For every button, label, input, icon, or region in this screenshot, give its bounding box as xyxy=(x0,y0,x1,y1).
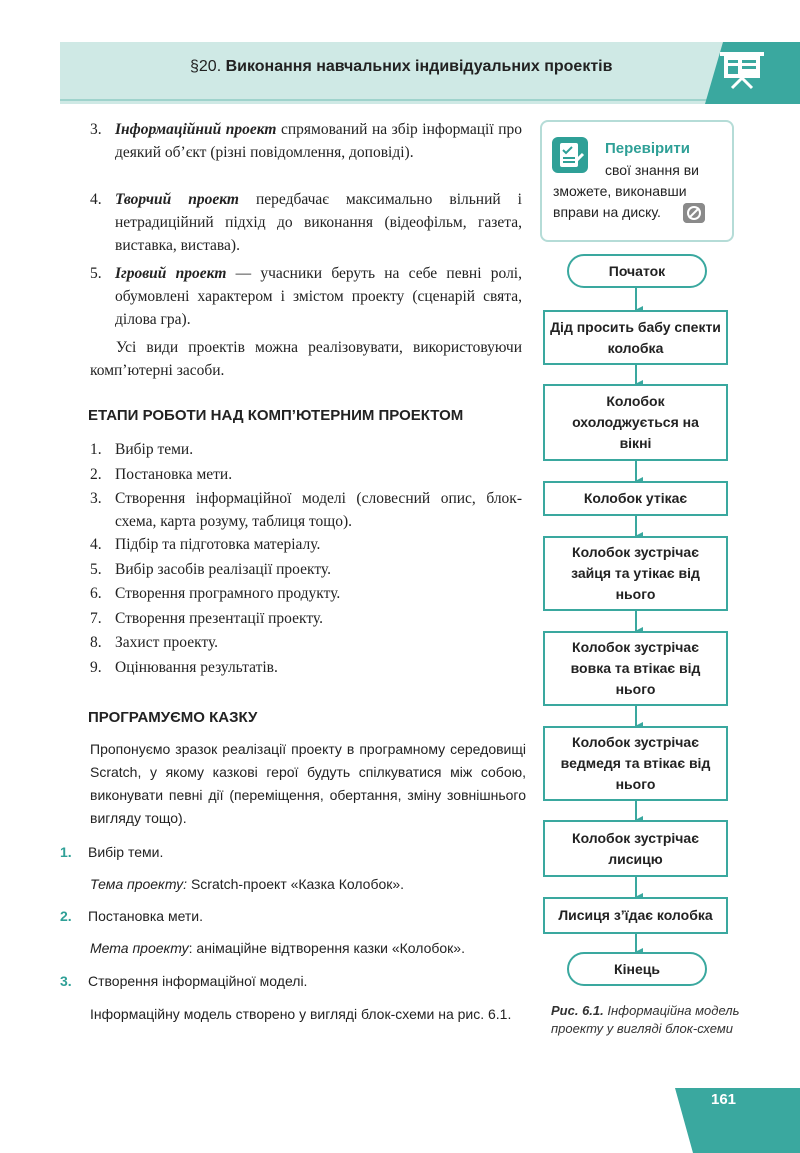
item-term: Ігровий проект xyxy=(115,265,227,282)
check-text-line: свої знання ви xyxy=(605,162,699,178)
item-number: 5. xyxy=(90,265,102,282)
item-text: Створення програмного продукту. xyxy=(115,585,341,602)
caption-label: Рис. 6.1. xyxy=(551,1003,604,1018)
item-text: Постановка мети. xyxy=(115,465,233,483)
item-text: спрямований на збір інформації про деякий об’єкт (різні повідомлення, доповіді). xyxy=(115,121,522,161)
task-number: 3. xyxy=(60,973,72,989)
flowchart-step: Колобок утікає xyxy=(543,481,728,516)
item-text: — учасники беруть на себе певні ролі, обумовлені характером і змістом проекту (сценарій свята, ділова гра). xyxy=(115,265,522,328)
task-title: Створення інформаційної моделі. xyxy=(88,973,308,989)
closing-paragraph: Інформаційну модель створено у вигляді блок-схеми на рис. 6.1. xyxy=(90,1006,512,1022)
item-number: 2. xyxy=(90,465,102,483)
program-paragraph: Пропонуємо зразок реалізації проекту в програмному середовищі Scratch, у якому казкові герої будуть спілкуватися між собою, виконувати певні дії (переміщення, обертання, зміну зовнішнього вигляду тощо). xyxy=(90,741,526,826)
item-text: Підбір та підготовка матеріалу. xyxy=(115,536,321,553)
caption-text: Інформаційна модель проекту у вигляді блок-схеми xyxy=(551,1003,740,1036)
flowchart-step: Дід просить бабу спекти колобка xyxy=(543,310,728,365)
item-text: Створення презентації проекту. xyxy=(115,609,323,627)
flowchart-step: Лисиця з’їдає колобка xyxy=(543,897,728,934)
flowchart-step: Колобок зустрічає лисицю xyxy=(543,820,728,877)
item-number: 4. xyxy=(90,536,102,553)
item-text: Створення інформаційної моделі (словесний опис, блок-схема, карта розуму, таблиця тощо). xyxy=(115,490,522,530)
task-detail-value: : анімаційне відтворення казки «Колобок». xyxy=(188,940,465,956)
check-text-line: зможете, виконавши xyxy=(553,183,687,199)
task-title: Вибір теми. xyxy=(88,844,164,860)
item-text: Оцінювання результатів. xyxy=(115,658,278,676)
intro-paragraph: Усі види проектів можна реалізовувати, використовуючи комп’ютерні засоби. xyxy=(90,339,522,379)
check-title: Перевірити xyxy=(605,140,690,157)
flowchart-step: Колобок зустрічає ведмедя та втікає від нього xyxy=(543,726,728,801)
program-heading: ПРОГРАМУЄМО КАЗКУ xyxy=(88,709,258,726)
flowchart-step: Колобок охолоджується на вікні xyxy=(543,384,728,461)
item-term: Творчий проект xyxy=(115,191,239,208)
task-number: 2. xyxy=(60,908,72,924)
flowchart-step: Колобок зустрічає зайця та утікає від нього xyxy=(543,536,728,611)
section-number: §20. xyxy=(190,58,222,75)
page-number-tab xyxy=(675,1088,800,1153)
task-title: Постановка мети. xyxy=(88,908,204,924)
item-text: Вибір засобів реалізації проекту. xyxy=(115,560,331,578)
item-text: Захист проекту. xyxy=(115,634,219,651)
task-detail-label: Тема проекту: xyxy=(90,876,188,892)
page-number: 161 xyxy=(711,1091,737,1108)
flowchart-end: Кінець xyxy=(567,952,707,986)
item-number: 3. xyxy=(90,121,102,138)
item-number: 7. xyxy=(90,609,102,627)
item-number: 1. xyxy=(90,441,102,458)
item-number: 3. xyxy=(90,490,102,507)
flowchart-step: Колобок зустрічає вовка та втікає від нього xyxy=(543,631,728,706)
item-number: 5. xyxy=(90,560,102,578)
item-number: 9. xyxy=(90,658,102,676)
task-detail-value: Scratch-проект «Казка Колобок». xyxy=(187,876,405,892)
section-title: Виконання навчальних індивідуальних проектів xyxy=(225,58,613,75)
item-number: 4. xyxy=(90,191,102,208)
item-text: Вибір теми. xyxy=(115,441,194,458)
figure-caption xyxy=(551,1002,741,1038)
task-detail-label: Мета проекту xyxy=(90,940,189,956)
stages-heading: ЕТАПИ РОБОТИ НАД КОМП’ЮТЕРНИМ ПРОЕКТОМ xyxy=(88,407,464,424)
task-number: 1. xyxy=(60,844,72,860)
item-number: 8. xyxy=(90,634,102,651)
item-text: передбачає максимально вільний і нетрадиційний підхід до виконання (відеофільм, газета, виставка, вистава). xyxy=(115,191,522,254)
item-number: 6. xyxy=(90,585,102,602)
flowchart-start: Початок xyxy=(567,254,707,288)
check-text-line: вправи на диску. xyxy=(553,204,661,220)
item-term: Інформаційний проект xyxy=(115,121,277,138)
